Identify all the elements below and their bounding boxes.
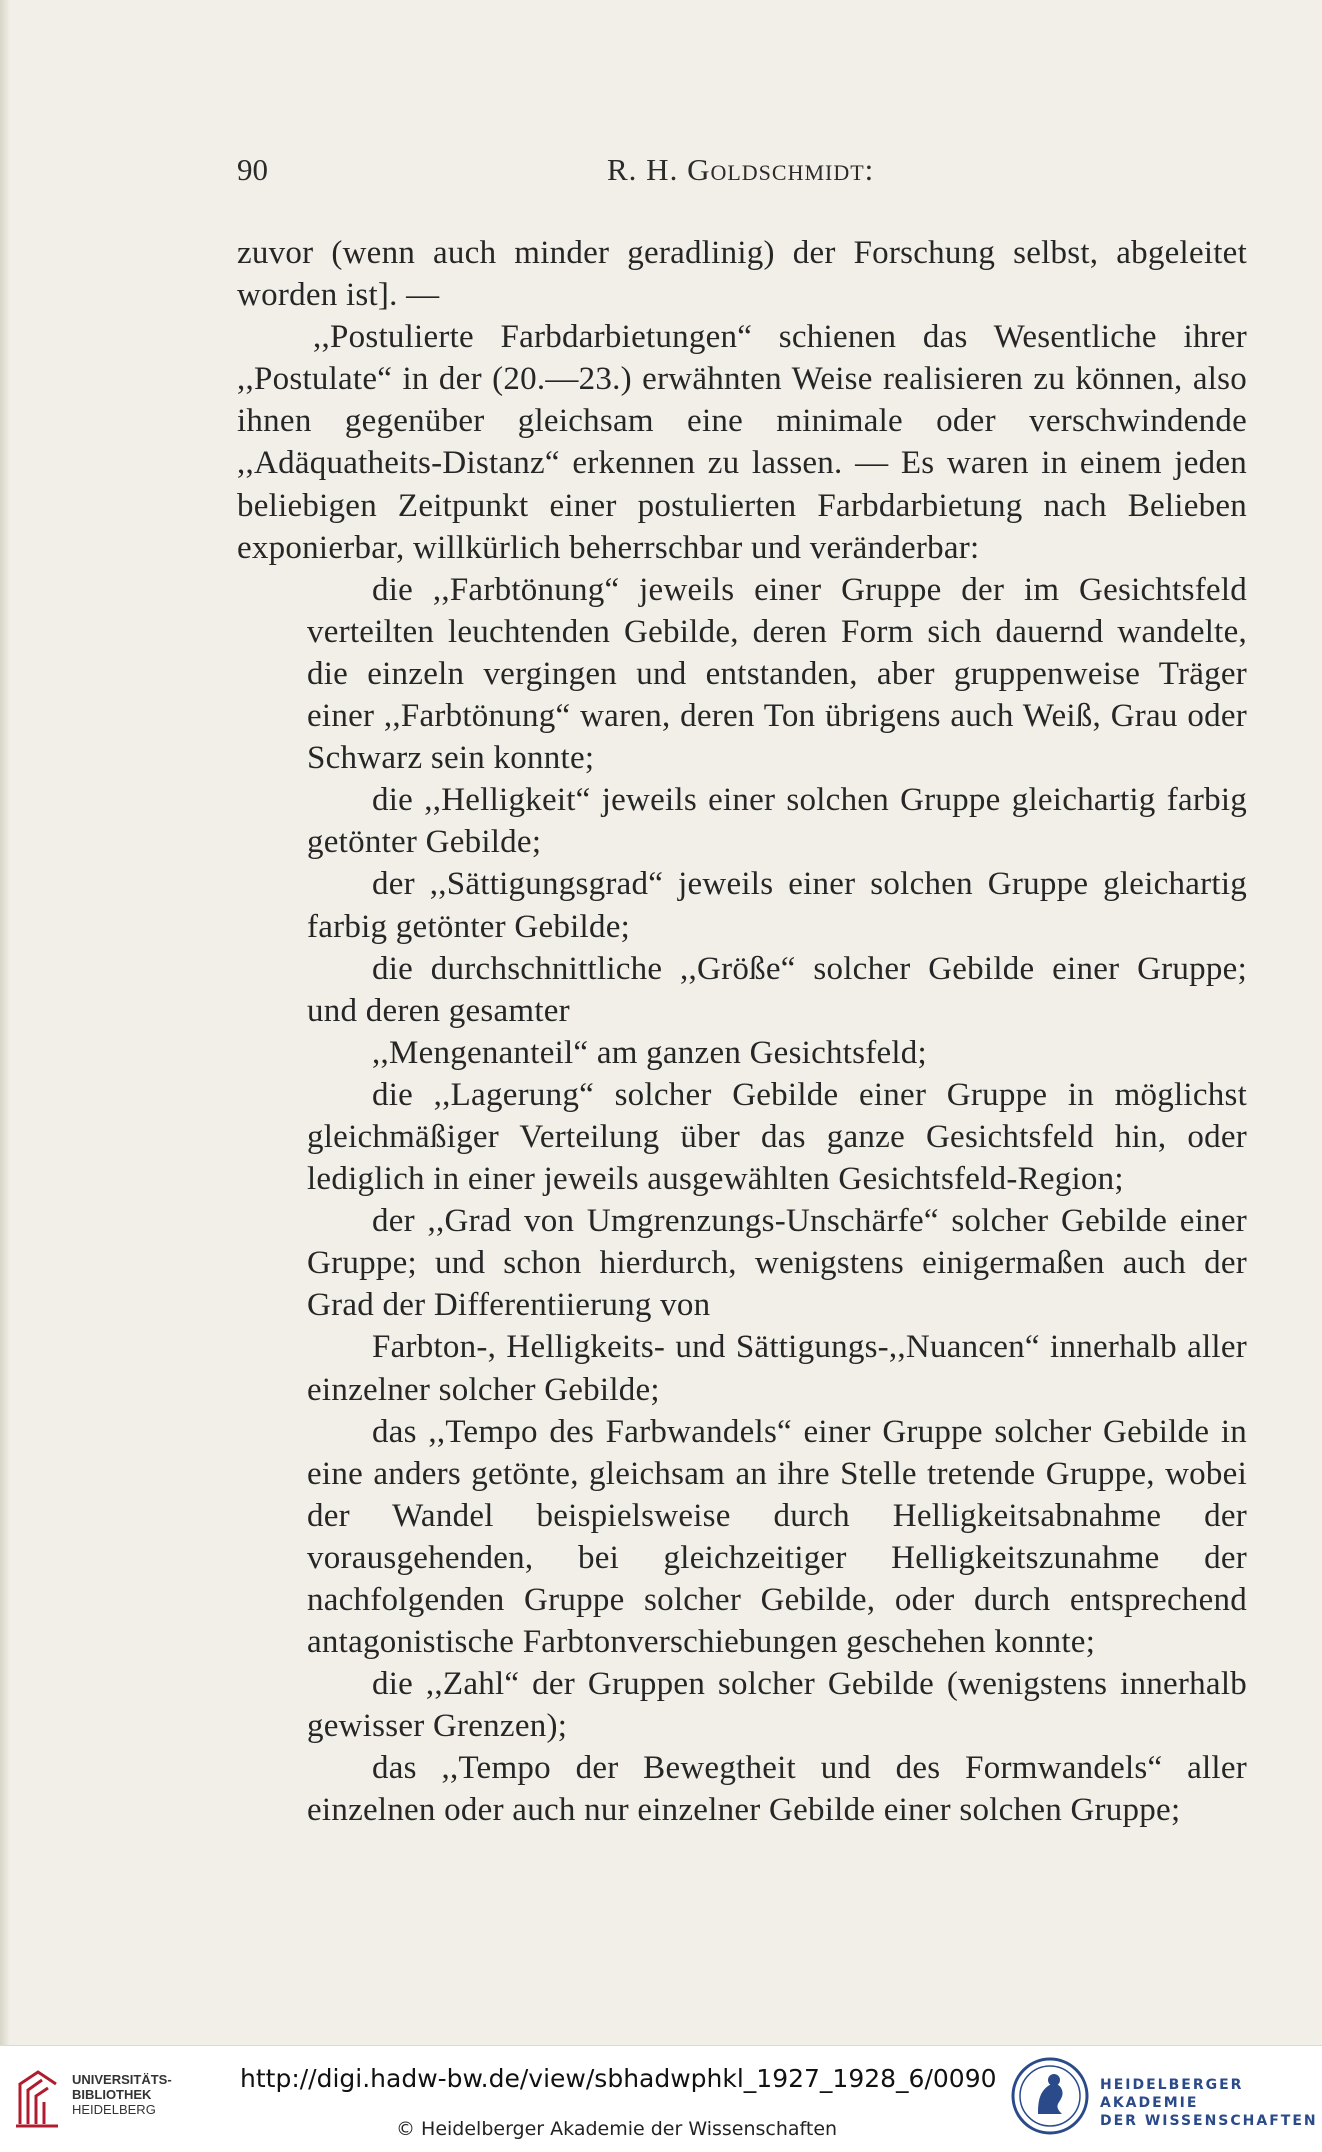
library-city: HEIDELBERG: [72, 2102, 156, 2117]
list-item: das ,,Tempo der Bewegtheit und des Formwandels“ aller einzelnen oder auch nur einzelner Gebilde einer solchen Gruppe;: [307, 1750, 1247, 1829]
page-number: 90: [237, 152, 268, 187]
list-item: die ,,Zahl“ der Gruppen solcher Gebilde (wenigstens innerhalb gewisser Grenzen);: [307, 1666, 1247, 1745]
list-item: Farbton-, Helligkeits- und Sättigungs-,,Nuancen“ innerhalb aller einzelner solcher Gebilde;: [307, 1329, 1247, 1408]
list-item: der ,,Grad von Umgrenzungs-Unschärfe“ solcher Gebilde einer Gruppe; und schon hierdurch, wenigstens einigermaßen auch der Grad der Differentiierung von: [307, 1203, 1247, 1324]
footer-bar: [0, 2045, 1322, 2152]
page-header: [237, 152, 1247, 196]
list-item: ,,Mengenanteil“ am ganzen Gesichtsfeld;: [372, 1034, 927, 1071]
list-item: die ,,Helligkeit“ jeweils einer solchen Gruppe gleichartig farbig getönter Gebilde;: [307, 782, 1247, 861]
list-item: das ,,Tempo des Farbwandels“ einer Gruppe solcher Gebilde in eine anders getönte, gleichsam an ihre Stelle tretende Gruppe, wobei der Wandel beispielsweise durch Helligkeitsabnahme der vorausgehenden, bei gleichzeitiger Helligkeitszunahme der nachfolgenden Gruppe solcher Gebilde, oder durch entsprechend antagonistische Farbtonverschiebungen geschehen konnte;: [307, 1413, 1247, 1661]
running-head: R. H. Goldschmidt:: [607, 152, 875, 187]
copyright-notice: © Heidelberger Akademie der Wissenschaften: [396, 2118, 838, 2140]
list-item: die durchschnittliche ,,Größe“ solcher Gebilde einer Gruppe; und deren gesamter: [307, 950, 1247, 1029]
list-item: die ,,Lagerung“ solcher Gebilde einer Gruppe in möglichst gleichmäßiger Verteilung über das ganze Gesichtsfeld hin, oder lediglich in einer jeweils ausgewählten Gesichtsfeld-Region;: [307, 1076, 1247, 1198]
academy-name: [1100, 2076, 1322, 2130]
library-name-line1: UNIVERSITÄTS-: [72, 2072, 172, 2087]
body-text: [237, 232, 1247, 1832]
academy-seal-icon: [1010, 2056, 1090, 2136]
university-library-logo-icon: [12, 2064, 64, 2134]
source-url-link[interactable]: http://digi.hadw-bw.de/view/sbhadwphkl_1927_1928_6/0090: [240, 2064, 997, 2093]
academy-name-line1: HEIDELBERGER AKADEMIE: [1100, 2077, 1244, 2111]
library-name-line2: BIBLIOTHEK: [72, 2087, 152, 2102]
academy-name-line2: DER WISSENSCHAFTEN: [1100, 2113, 1318, 2129]
list-item: die ,,Farbtönung“ jeweils einer Gruppe der im Gesichtsfeld verteilten leuchtenden Gebilde, deren Form sich dauernd wandelte, die einzeln vergingen und entstanden, aber gruppenweise Träger einer ,,Farbtönung“ waren, deren Ton übrigens auch Weiß, Grau oder Schwarz sein konnte;: [307, 571, 1247, 777]
list-item: der ,,Sättigungsgrad“ jeweils einer solchen Gruppe gleichartig farbig getönter Gebilde;: [307, 866, 1247, 945]
paragraph: ,,Postulierte Farbdarbietungen“ schienen das Wesentliche ihrer ,,Postulate“ in der (20.—23.) erwähnten Weise realisieren zu können, also ihnen gegenüber gleichsam eine minimale oder verschwindende ,,Adäquatheits-Distanz“ erkennen zu lassen. — Es waren in einem jeden beliebigen Zeitpunkt einer postulierten Farbdarbietung nach Belieben exponierbar, willkürlich beherrschbar und veränderbar:: [237, 319, 1247, 566]
library-name: [72, 2072, 172, 2117]
paragraph: zuvor (wenn auch minder geradlinig) der Forschung selbst, abgeleitet worden ist]. —: [237, 235, 1247, 314]
